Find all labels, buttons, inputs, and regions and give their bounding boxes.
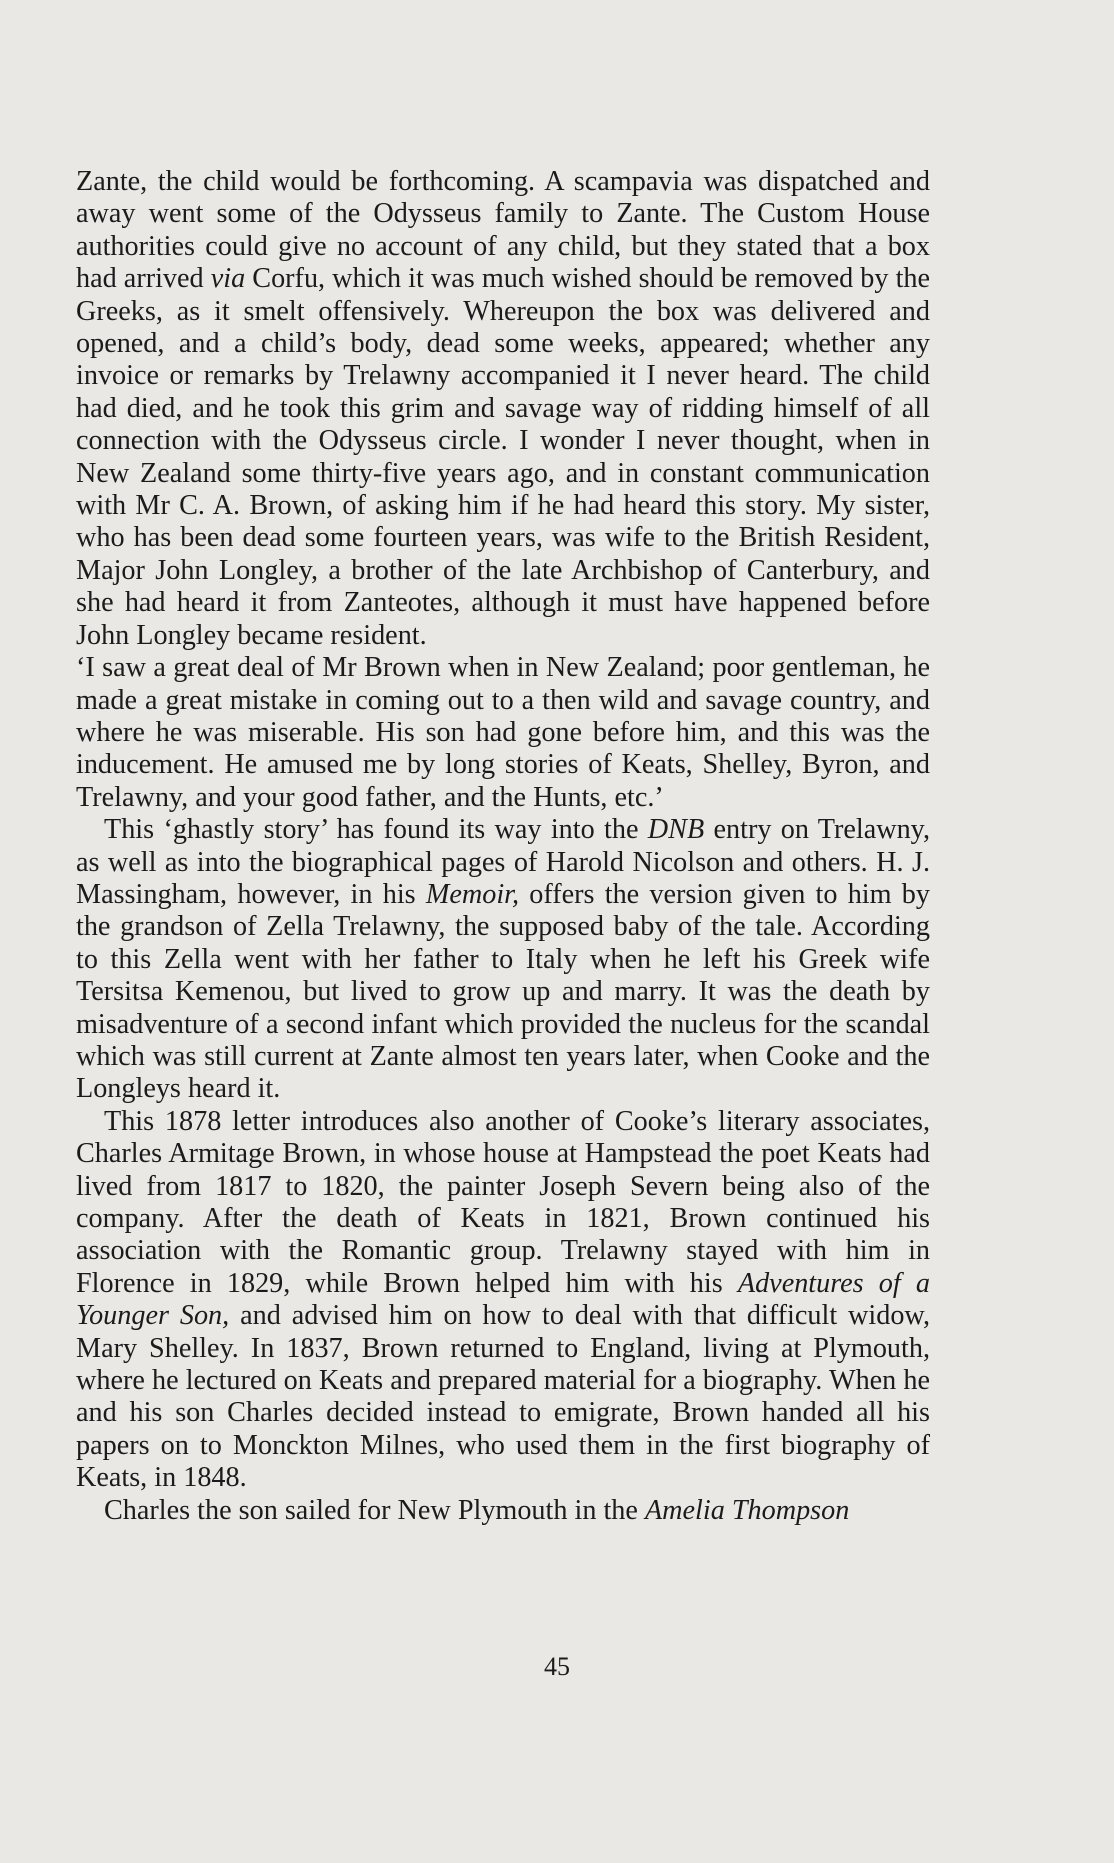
text-run: This 1878 letter introduces also another of Cooke’s literary associates, Charles Armitage Brown, in whose house at Hampstead the poet Keats had lived from 1817 to 1820, the painter Joseph Severn being also of the company. After the death of Keats in 1821, Brown continued his association with the Romantic group. Trelawny stayed with him in Florence in 1829, while Brown helped him with his xyxy=(76,1105,930,1299)
text-run: ‘I saw a great deal of Mr Brown when in New Zealand; poor gentleman, he made a great mistake in coming out to a then wild and savage country, and where he was miserable. His son had gone before him, and this was the inducement. He amused me by long stories of Keats, Shelley, Byron, and Trelawny, and your good father, and the Hunts, etc.’ xyxy=(76,652,930,813)
italic-text-run: Memoir, xyxy=(425,878,520,910)
body-text xyxy=(76,166,930,1527)
text-run: Zante, the child would be forthcoming. A scampavia was dispatched and away went some of the Odysseus family to Zante. The Custom House authorities could give no account of any child, but they stated that a box had arrived xyxy=(76,166,930,295)
paragraph-1 xyxy=(76,166,930,652)
paragraph-2 xyxy=(76,652,930,814)
italic-text-run: via xyxy=(210,263,246,295)
italic-text-run: DNB xyxy=(647,814,705,846)
text-run: Corfu, which it was much wished should be removed by the Greeks, as it smelt offensively. Whereupon the box was delivered and opened, and a child’s body, dead some weeks, appeared; whether any invoice or remarks by Trelawny accompanied it I never heard. The child had died, and he took this grim and savage way of ridding himself of all connection with the Odysseus circle. I wonder I never thought, when in New Zealand some thirty-five years ago, and in constant communication with Mr C. A. Brown, of asking him if he had heard this story. My sister, who has been dead some fourteen years, was wife to the British Resident, Major John Longley, a brother of the late Archbishop of Canterbury, and she had heard it from Zanteotes, although it must have happened before John Longley became resident. xyxy=(76,263,931,651)
text-run: Charles the son sailed for New Plymouth in the xyxy=(104,1494,645,1526)
paragraph-5 xyxy=(76,1495,930,1527)
italic-text-run: Adventures of a Younger Son, xyxy=(76,1267,930,1332)
italic-text-run: Amelia Thompson xyxy=(644,1494,850,1526)
text-run: offers the version given to him by the grandson of Zella Trelawny, the supposed baby of the tale. According to this Zella went with her father to Italy when he left his Greek wife Tersitsa Kemenou, but lived to grow up and marry. It was the death by misadventure of a second infant which provided the nucleus for the scandal which was still current at Zante almost ten years later, when Cooke and the Longleys heard it. xyxy=(76,878,930,1105)
paragraph-3 xyxy=(76,814,930,1106)
text-run: entry on Trelawny, as well as into the biographical pages of Harold Nicolson and others. H. J. Massingham, however, in his xyxy=(76,814,930,910)
paragraph-4 xyxy=(76,1106,930,1495)
text-run: This ‘ghastly story’ has found its way into the xyxy=(104,814,648,846)
text-run: and advised him on how to deal with that difficult widow, Mary Shelley. In 1837, Brown returned to England, living at Plymouth, where he lectured on Keats and prepared material for a biography. When he and his son Charles decided instead to emigrate, Brown handed all his papers on to Monckton Milnes, who used them in the first biography of Keats, in 1848. xyxy=(76,1300,930,1494)
page-number: 45 xyxy=(544,1652,570,1681)
